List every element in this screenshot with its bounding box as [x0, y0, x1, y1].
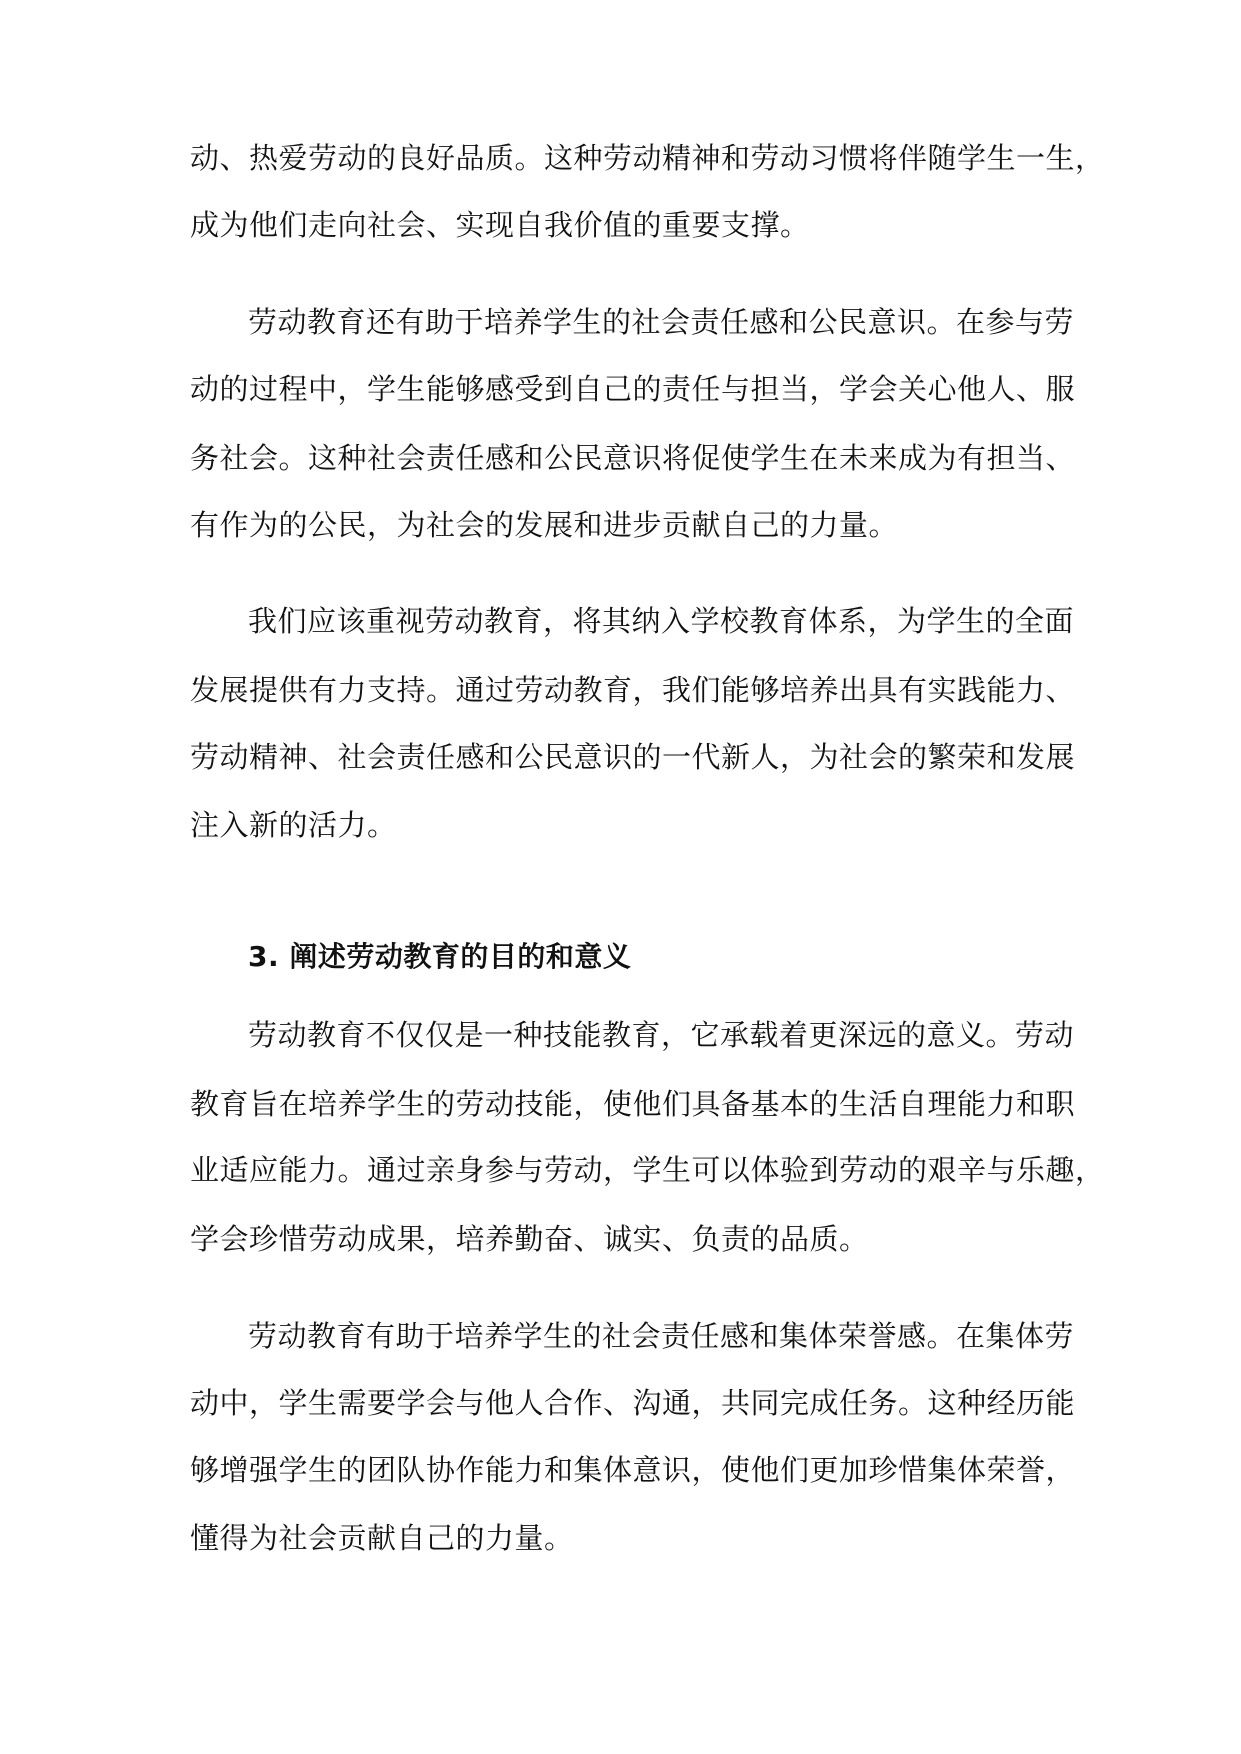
paragraph-4-line-3: 业适应能力。通过亲身参与劳动，学生可以体验到劳动的艰辛与乐趣，: [190, 1153, 1105, 1187]
paragraph-1-line-1: 动、热爱劳动的良好品质。这种劳动精神和劳动习惯将伴随学生一生，: [190, 141, 1105, 175]
paragraph-2-line-3: 务社会。这种社会责任感和公民意识将促使学生在未来成为有担当、: [190, 441, 1076, 475]
paragraph-3-line-1: 我们应该重视劳动教育，将其纳入学校教育体系，为学生的全面: [248, 604, 1075, 638]
paragraph-5-line-3: 够增强学生的团队协作能力和集体意识，使他们更加珍惜集体荣誉，: [190, 1453, 1076, 1487]
paragraph-3-line-3: 劳动精神、社会责任感和公民意识的一代新人，为社会的繁荣和发展: [190, 740, 1076, 774]
paragraph-3-line-2: 发展提供有力支持。通过劳动教育，我们能够培养出具有实践能力、: [190, 673, 1076, 707]
paragraph-5-line-4: 懂得为社会贡献自己的力量。: [190, 1521, 574, 1555]
paragraph-4-line-4: 学会珍惜劳动成果，培养勤奋、诚实、负责的品质。: [190, 1222, 869, 1256]
paragraph-4-line-2: 教育旨在培养学生的劳动技能，使他们具备基本的生活自理能力和职: [190, 1087, 1076, 1121]
paragraph-5-line-1: 劳动教育有助于培养学生的社会责任感和集体荣誉感。在集体劳: [248, 1319, 1075, 1353]
paragraph-4-line-1: 劳动教育不仅仅是一种技能教育，它承载着更深远的意义。劳动: [248, 1018, 1075, 1052]
paragraph-1-line-2: 成为他们走向社会、实现自我价值的重要支撑。: [190, 208, 810, 242]
paragraph-2-line-1: 劳动教育还有助于培养学生的社会责任感和公民意识。在参与劳: [248, 305, 1075, 339]
paragraph-3-line-4: 注入新的活力。: [190, 808, 397, 842]
section-heading: 3. 阐述劳动教育的目的和意义: [248, 940, 632, 973]
paragraph-2-line-2: 动的过程中，学生能够感受到自己的责任与担当，学会关心他人、服: [190, 372, 1076, 406]
paragraph-2-line-4: 有作为的公民，为社会的发展和进步贡献自己的力量。: [190, 508, 899, 542]
paragraph-5-line-2: 动中，学生需要学会与他人合作、沟通，共同完成任务。这种经历能: [190, 1386, 1076, 1420]
